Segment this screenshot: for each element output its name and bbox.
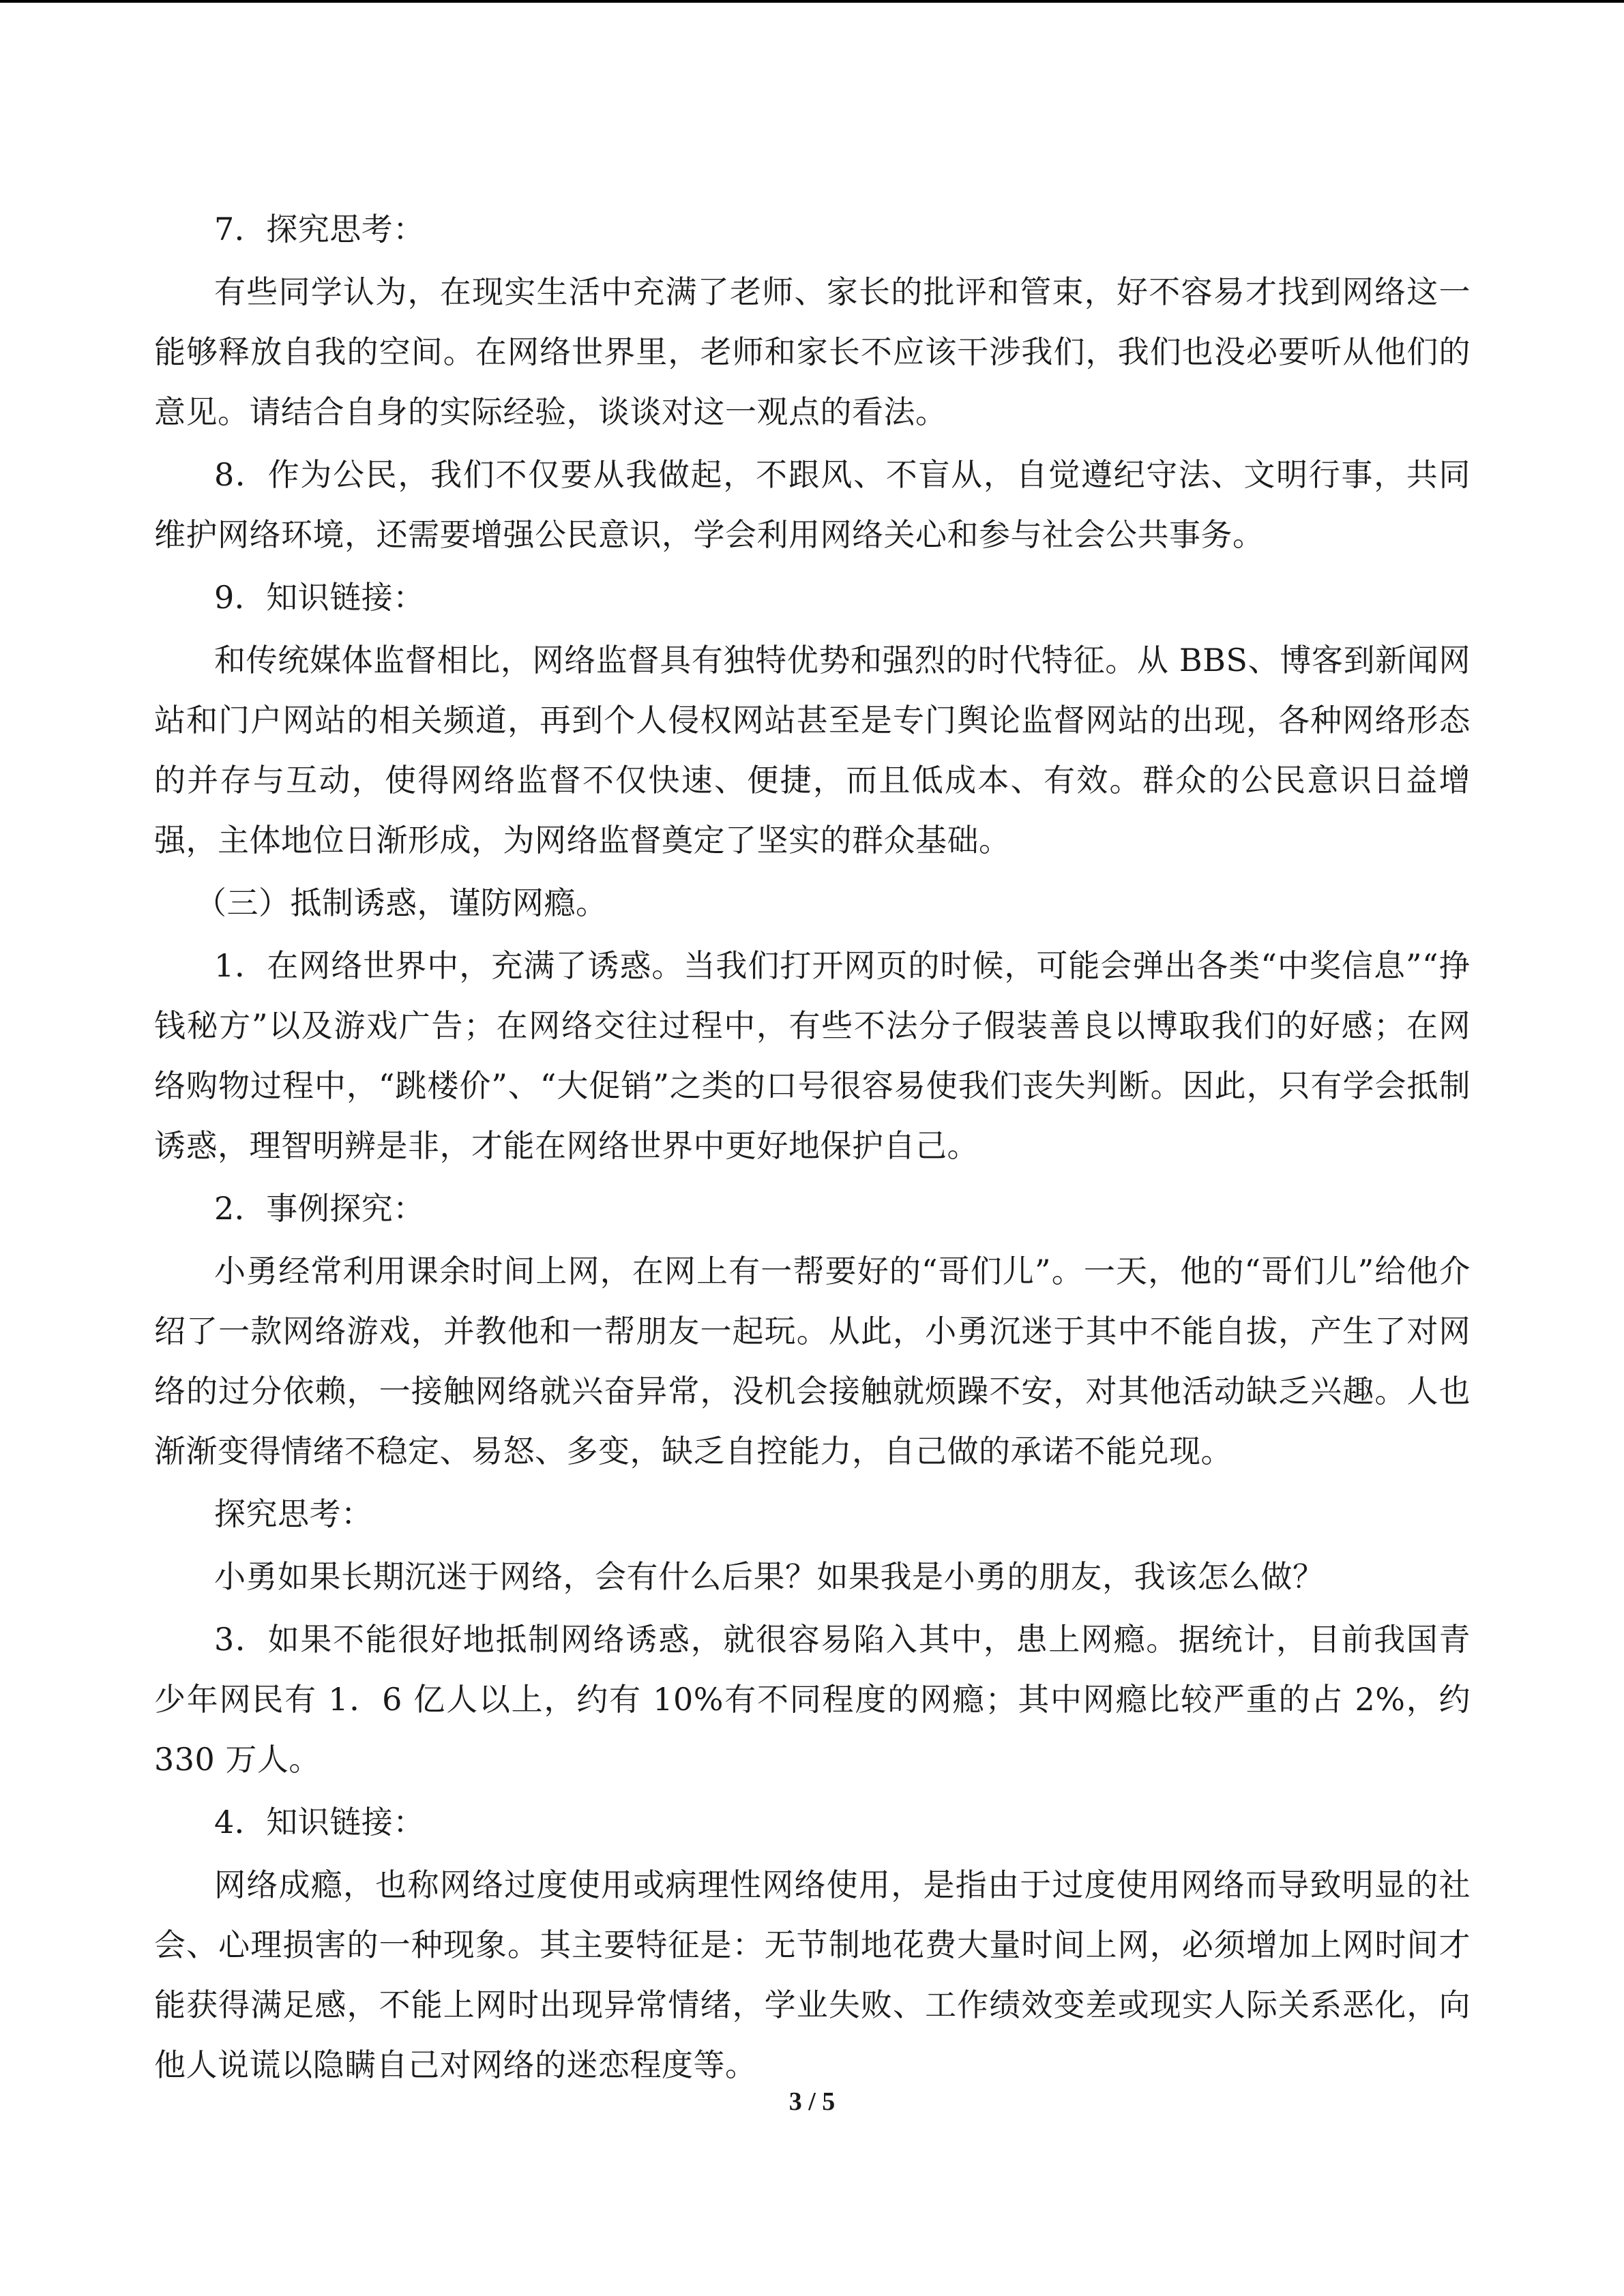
paragraph-inquiry-question: 小勇如果长期沉迷于网络，会有什么后果？如果我是小勇的朋友，我该怎么做？ xyxy=(214,1558,1325,1595)
section-heading-resist-temptation: （三）抵制诱惑，谨防网瘾。 xyxy=(195,884,608,921)
heading-inquiry-thinking: 探究思考： xyxy=(214,1495,373,1532)
paragraph-student-opinion: 有些同学认为，在现实生活中充满了老师、家长的批评和管束，好不容易才找到网络这一能够释放自我的空间。在网络世界里，老师和家长不应该干涉我们，我们也没必要听从他们的意见。请结合自身的实际经验，谈谈对这一观点的看法。 xyxy=(154,273,1471,430)
heading-case-study-2: 2．事例探究： xyxy=(214,1190,425,1227)
heading-knowledge-link-4: 4．知识链接： xyxy=(214,1804,425,1840)
heading-knowledge-link-9: 9．知识链接： xyxy=(214,579,425,616)
paragraph-statistics-3: 3．如果不能很好地抵制网络诱惑，就很容易陷入其中，患上网瘾。据统计，目前我国青少年网民有 1．6 亿人以上，约有 10%有不同程度的网瘾；其中网瘾比较严重的占 2%，约 330 万人。 xyxy=(154,1621,1471,1778)
paragraph-network-supervision: 和传统媒体监督相比，网络监督具有独特优势和强烈的时代特征。从 BBS、博客到新闻网站和门户网站的相关频道，再到个人侵权网站甚至是专门舆论监督网站的出现，各种网络形态的并存与互动，使得网络监督不仅快速、便捷，而且低成本、有效。群众的公民意识日益增强，主体地位日渐形成，为网络监督奠定了坚实的群众基础。 xyxy=(154,642,1471,859)
document-body xyxy=(154,199,1471,2098)
heading-inquiry-7: 7．探究思考： xyxy=(214,211,425,248)
paragraph-temptation-1: 1．在网络世界中，充满了诱惑。当我们打开网页的时候，可能会弹出各类“中奖信息”“挣钱秘方”以及游戏广告；在网络交往过程中，有些不法分子假装善良以博取我们的好感；在网络购物过程中，“跳楼价”、“大促销”之类的口号很容易使我们丧失判断。因此，只有学会抵制诱惑，理智明辨是非，才能在网络世界中更好地保护自己。 xyxy=(154,947,1471,1164)
paragraph-citizen-8: 8．作为公民，我们不仅要从我做起，不跟风、不盲从，自觉遵纪守法、文明行事，共同维护网络环境，还需要增强公民意识，学会利用网络关心和参与社会公共事务。 xyxy=(154,456,1471,553)
paragraph-xiaoyong-case: 小勇经常利用课余时间上网，在网上有一帮要好的“哥们儿”。一天，他的“哥们儿”给他介绍了一款网络游戏，并教他和一帮朋友一起玩。从此，小勇沉迷于其中不能自拔，产生了对网络的过分依赖，一接触网络就兴奋异常，没机会接触就烦躁不安，对其他活动缺乏兴趣。人也渐渐变得情绪不稳定、易怒、多变，缺乏自控能力，自己做的承诺不能兑现。 xyxy=(154,1253,1471,1470)
top-border-line xyxy=(0,0,1624,3)
paragraph-internet-addiction: 网络成瘾，也称网络过度使用或病理性网络使用，是指由于过度使用网络而导致明显的社会、心理损害的一种现象。其主要特征是：无节制地花费大量时间上网，必须增加上网时间才能获得满足感，不能上网时出现异常情绪，学业失败、工作绩效变差或现实人际关系恶化，向他人说谎以隐瞒自己对网络的迷恋程度等。 xyxy=(154,1866,1471,2083)
page-number: 3 / 5 xyxy=(788,2087,836,2116)
